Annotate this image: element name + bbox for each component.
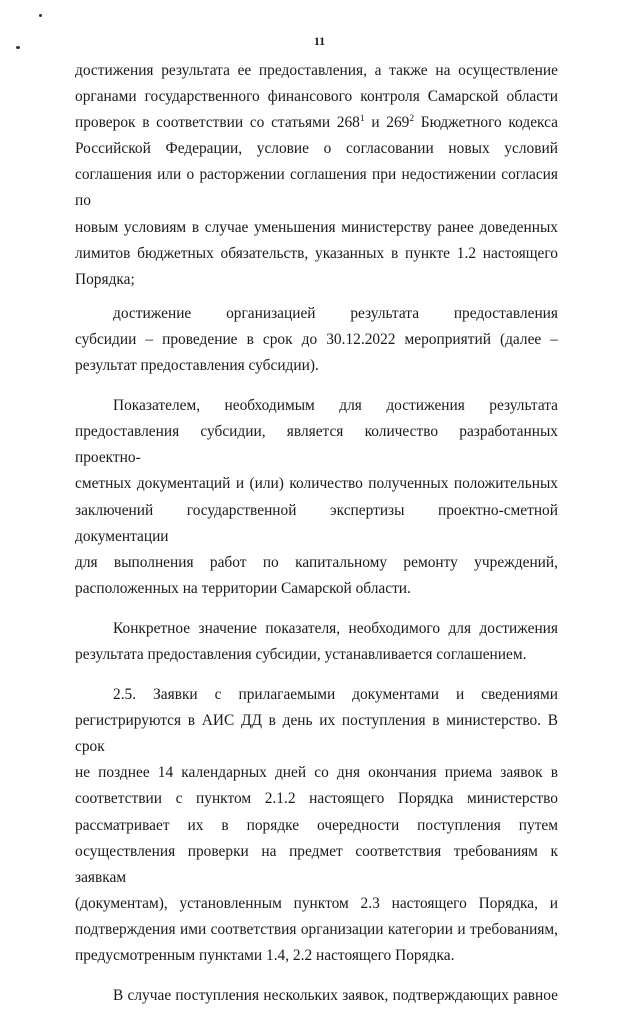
- paragraph-5-line: предусмотренным пунктами 1.4, 2.2 настоящего Порядка.: [75, 947, 455, 964]
- text-fragment: и 269: [364, 114, 410, 132]
- paragraph-5-line: подтверждения ими соответствия организации категории и требованиям,: [75, 920, 558, 938]
- paragraph-4-line: результата предоставления субсидии, устанавливается соглашением.: [75, 645, 527, 663]
- paragraph-5-line: соответствии с пунктом 2.1.2 настоящего Порядка министерство: [75, 790, 558, 808]
- paragraph-2-line: результат предоставления субсидии).: [75, 357, 319, 375]
- paragraph-3-line: сметных документаций и (или) количество полученных положительных: [75, 475, 558, 493]
- superscript: 2: [409, 114, 415, 125]
- paragraph-5-line: осуществления проверки на предмет соответствия требованиям к заявкам: [75, 842, 558, 886]
- paragraph-1-line: органами государственного финансового контроля Самарской области: [75, 88, 558, 106]
- paragraph-1-line: [75, 110, 558, 136]
- paragraph-1-line: соглашения или о расторжении соглашения при недостижении согласия по: [75, 166, 558, 210]
- page-number: 11: [313, 34, 326, 48]
- scan-speck: [39, 14, 42, 17]
- paragraph-2-line: субсидии – проведение в срок до 30.12.2022 мероприятий (далее –: [75, 330, 558, 348]
- paragraph-3-line: для выполнения работ по капитальному ремонту учреждений,: [75, 553, 558, 571]
- paragraph-1-line: лимитов бюджетных обязательств, указанных в пункте 1.2 настоящего: [75, 244, 558, 262]
- superscript: 1: [359, 114, 365, 125]
- paragraph-5-line: регистрируются в АИС ДД в день их поступления в министерство. В срок: [75, 712, 558, 756]
- paragraph-5-line: (документам), установленным пунктом 2.3 настоящего Порядка, и: [75, 894, 558, 912]
- text-fragment: проверок в соответствии со статьями 268: [75, 114, 360, 132]
- paragraph-3-line: расположенных на территории Самарской области.: [75, 579, 411, 597]
- paragraph-6-line: В случае поступления нескольких заявок, подтверждающих равное: [113, 987, 558, 1005]
- paragraph-1-line: достижения результата ее предоставления, а также на осуществление: [75, 62, 558, 79]
- paragraph-5-line: не позднее 14 календарных дней со дня окончания приема заявок в: [75, 764, 558, 782]
- paragraph-3-line: заключений государственной экспертизы проектно-сметной документации: [75, 501, 558, 545]
- document-body: [75, 58, 558, 1009]
- paragraph-3-line: Показателем, необходимым для достижения результата: [113, 397, 558, 415]
- paragraph-5-line: рассматривает их в порядке очередности поступления путем: [75, 816, 558, 834]
- text-fragment: Бюджетного кодекса: [414, 114, 558, 132]
- paragraph-1-line: Российской Федерации, условие о согласовании новых условий: [75, 140, 558, 158]
- paragraph-4-line: Конкретное значение показателя, необходимого для достижения: [113, 619, 558, 637]
- paragraph-1-line: Порядка;: [75, 270, 135, 288]
- paragraph-3-line: предоставления субсидии, является количество разработанных проектно-: [75, 423, 558, 467]
- paragraph-5-line: 2.5. Заявки с прилагаемыми документами и сведениями: [113, 686, 558, 704]
- paragraph-1-line: новым условиям в случае уменьшения министерству ранее доведенных: [75, 218, 558, 236]
- paragraph-2-line: достижение организацией результата предоставления: [113, 304, 558, 322]
